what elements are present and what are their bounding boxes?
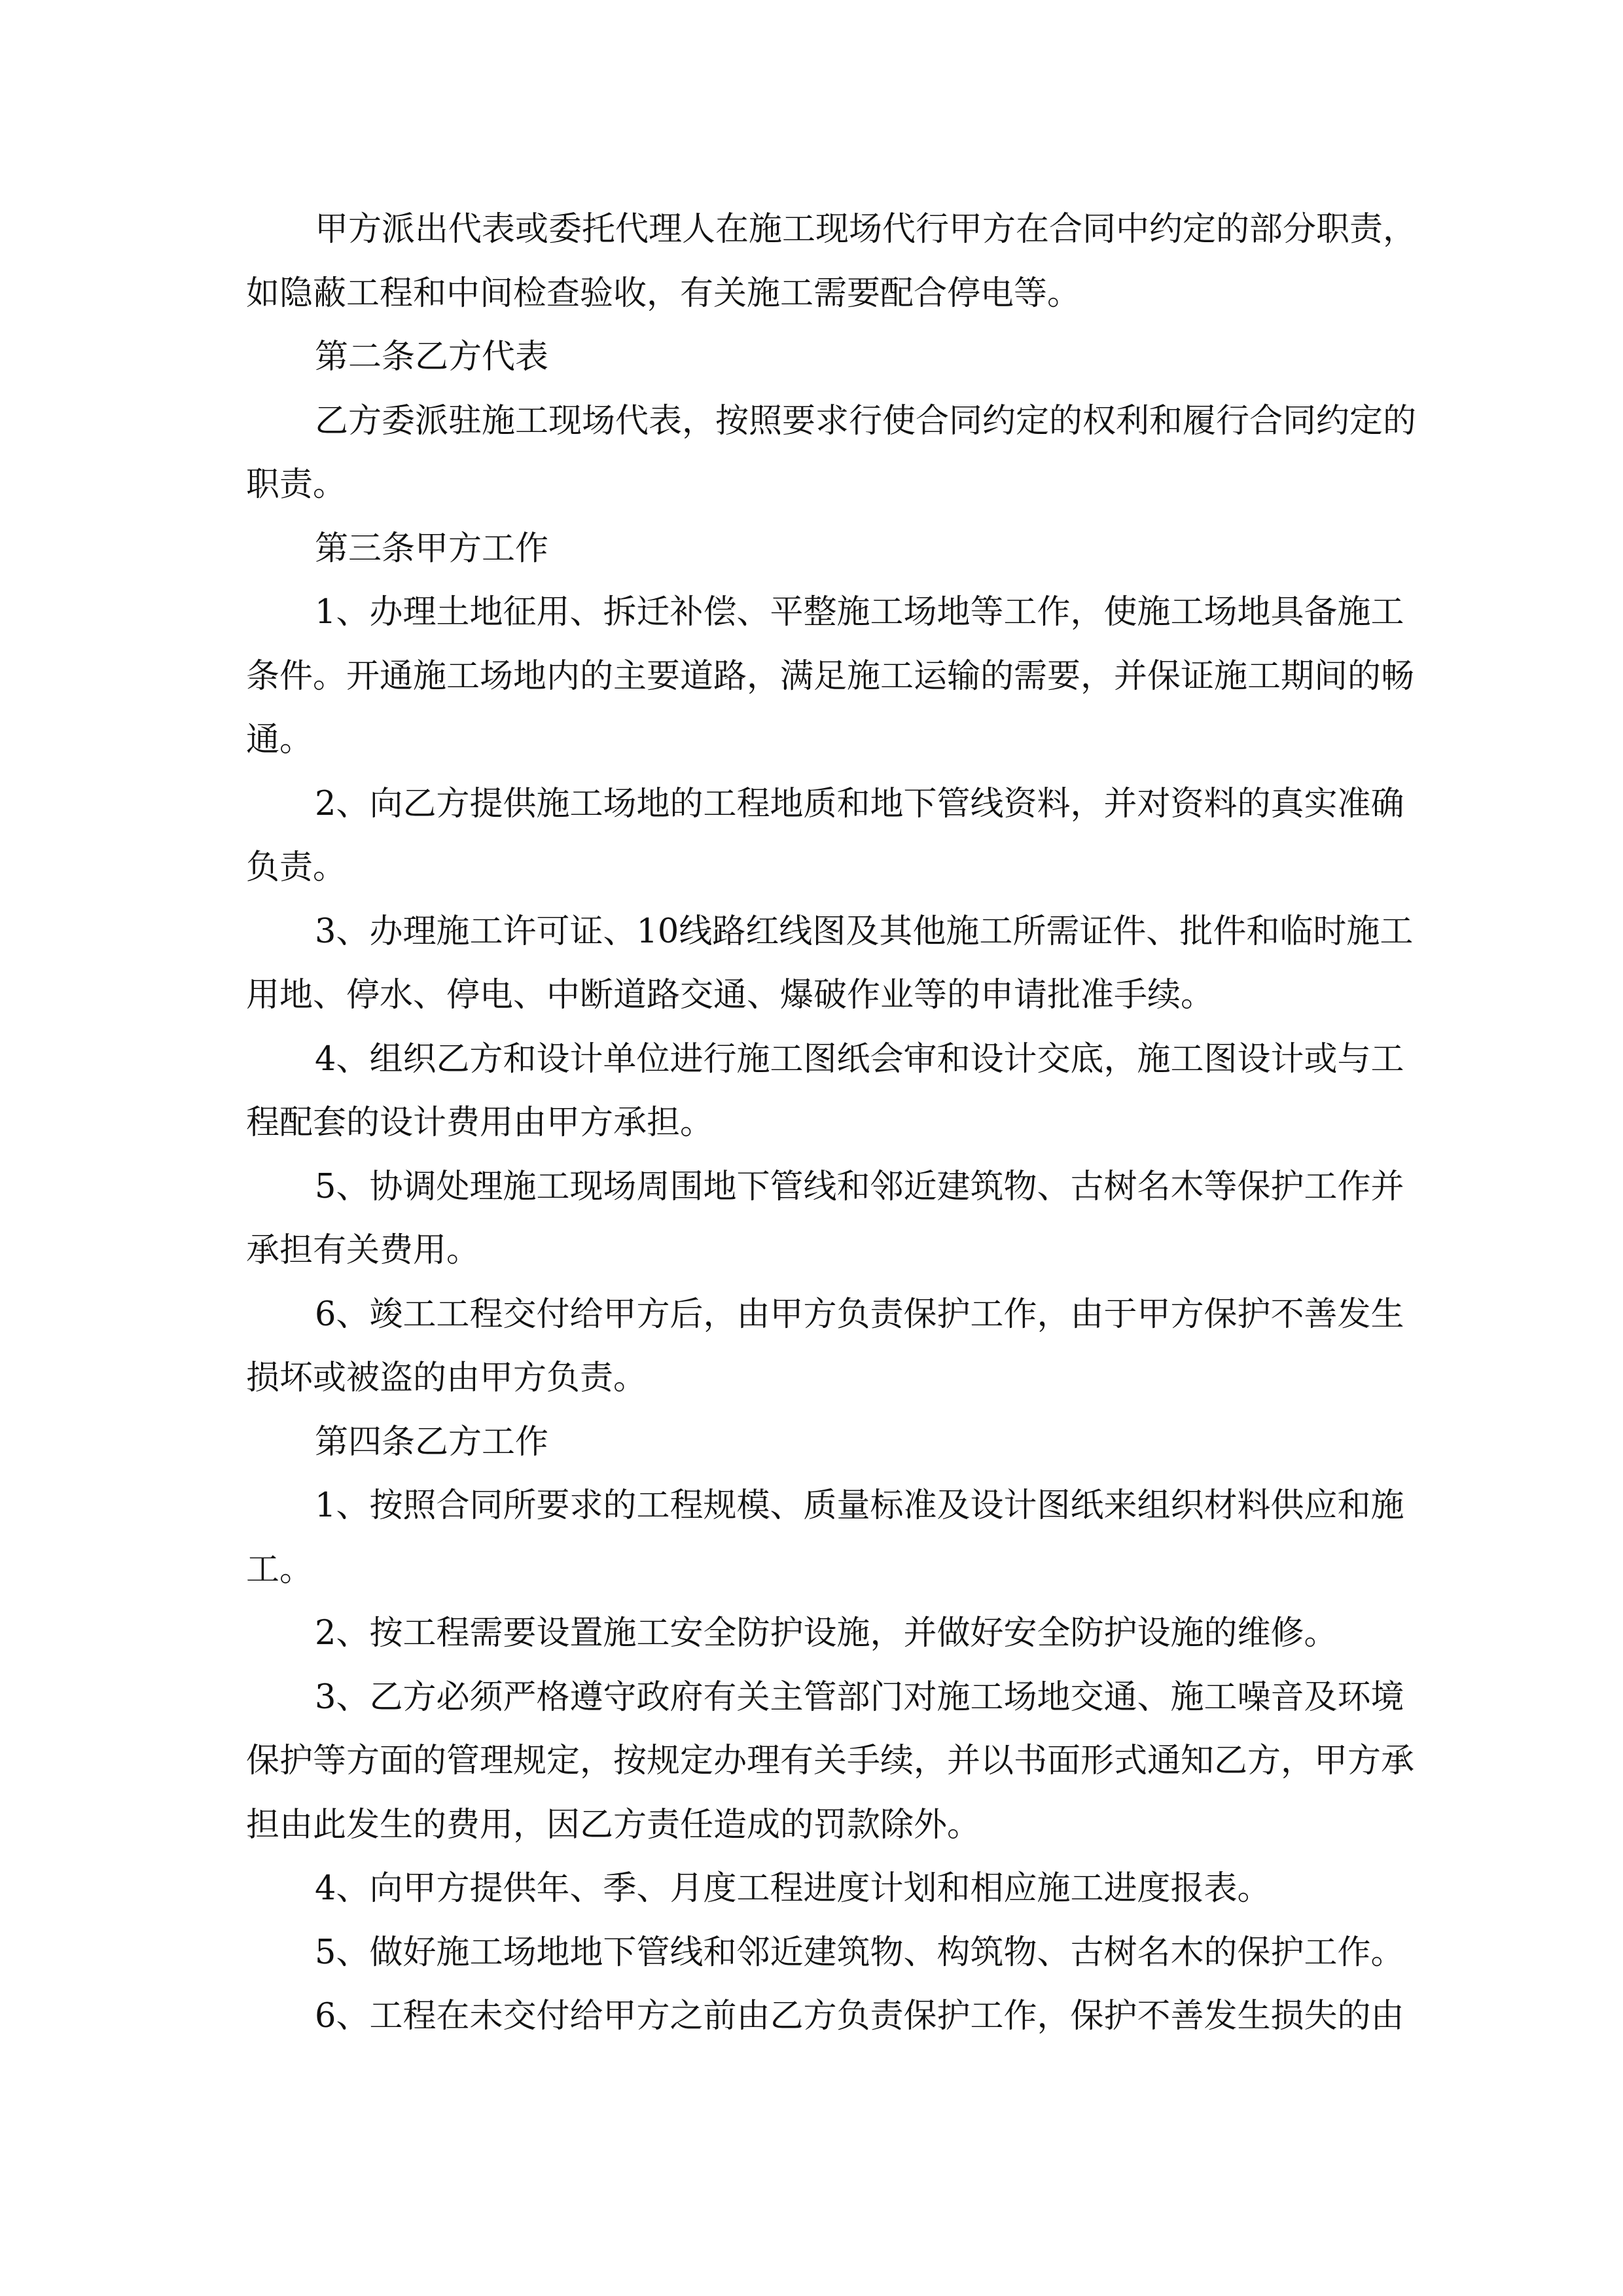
text-line: 用地、停水、停电、中断道路交通、爆破作业等的申请批准手续。 [246,976,1215,1014]
text-line: 承担有关费用。 [246,1231,480,1270]
paragraph [246,1984,1404,2049]
text-line: 甲方派出代表或委托代理人在施工现场代行甲方在合同中约定的部分职责， [315,210,1417,249]
text-line: 6、工程在未交付给甲方之前由乙方负责保护工作，保护不善发生损失的由 [315,1997,1404,2036]
text-line: 4、组织乙方和设计单位进行施工图纸会审和设计交底，施工图设计或与工 [315,1039,1404,1079]
text-line: 程配套的设计费用由甲方承担。 [246,1103,714,1142]
text-line: 第三条甲方工作 [315,529,549,568]
text-line: 通。 [246,721,313,759]
document-body [246,198,1417,2049]
text-line: 1、按照合同所要求的工程规模、质量标准及设计图纸来组织材料供应和施 [315,1486,1404,1525]
text-line: 5、协调处理施工现场周围地下管线和邻近建筑物、古树名木等保护工作并 [315,1167,1404,1206]
text-line: 1、办理土地征用、拆迁补偿、平整施工场地等工作，使施工场地具备施工 [315,593,1404,632]
paragraph [246,1283,1404,1410]
text-line: 工。 [246,1550,313,1589]
paragraph [246,1474,1404,1602]
text-line: 职责。 [246,465,347,504]
section-heading [246,1410,1376,1475]
paragraph [246,1857,1376,1921]
text-line: 如隐蔽工程和中间检查验收，有关施工需要配合停电等。 [246,274,1081,313]
text-line: 4、向甲方提供年、季、月度工程进度计划和相应施工进度报表。 [315,1869,1271,1908]
text-line: 第二条乙方代表 [315,338,549,376]
paragraph [246,581,1415,772]
paragraph [246,389,1417,517]
paragraph [246,198,1417,325]
paragraph [246,1028,1404,1155]
text-line: 条件。开通施工场地内的主要道路，满足施工运输的需要，并保证施工期间的畅 [246,656,1415,696]
text-line: 负责。 [246,848,347,887]
text-line: 5、做好施工场地地下管线和邻近建筑物、构筑物、古树名木的保护工作。 [315,1933,1404,1972]
text-line: 第四条乙方工作 [315,1422,549,1462]
section-heading [246,517,1376,581]
text-line: 保护等方面的管理规定，按规定办理有关手续，并以书面形式通知乙方，甲方承 [246,1742,1415,1780]
text-line: 2、向乙方提供施工场地的工程地质和地下管线资料，并对资料的真实准确 [315,784,1404,823]
section-heading [246,325,1376,389]
paragraph [246,1602,1376,1666]
text-line: 损坏或被盗的由甲方负责。 [246,1359,647,1397]
text-line: 3、乙方必须严格遵守政府有关主管部门对施工场地交通、施工噪音及环境 [315,1677,1404,1717]
paragraph [246,1666,1415,1857]
paragraph [246,900,1414,1028]
paragraph [246,1155,1404,1283]
text-line: 6、竣工工程交付给甲方后，由甲方负责保护工作，由于甲方保护不善发生 [315,1295,1404,1334]
text-line: 3、办理施工许可证、10线路红线图及其他施工所需证件、批件和临时施工 [315,912,1414,951]
text-line: 担由此发生的费用，因乙方责任造成的罚款除外。 [246,1805,981,1844]
paragraph [246,772,1404,900]
paragraph [246,1921,1404,1985]
text-line: 乙方委派驻施工现场代表，按照要求行使合同约定的权利和履行合同约定的 [315,401,1417,440]
text-line: 2、按工程需要设置施工安全防护设施，并做好安全防护设施的维修。 [315,1614,1338,1653]
